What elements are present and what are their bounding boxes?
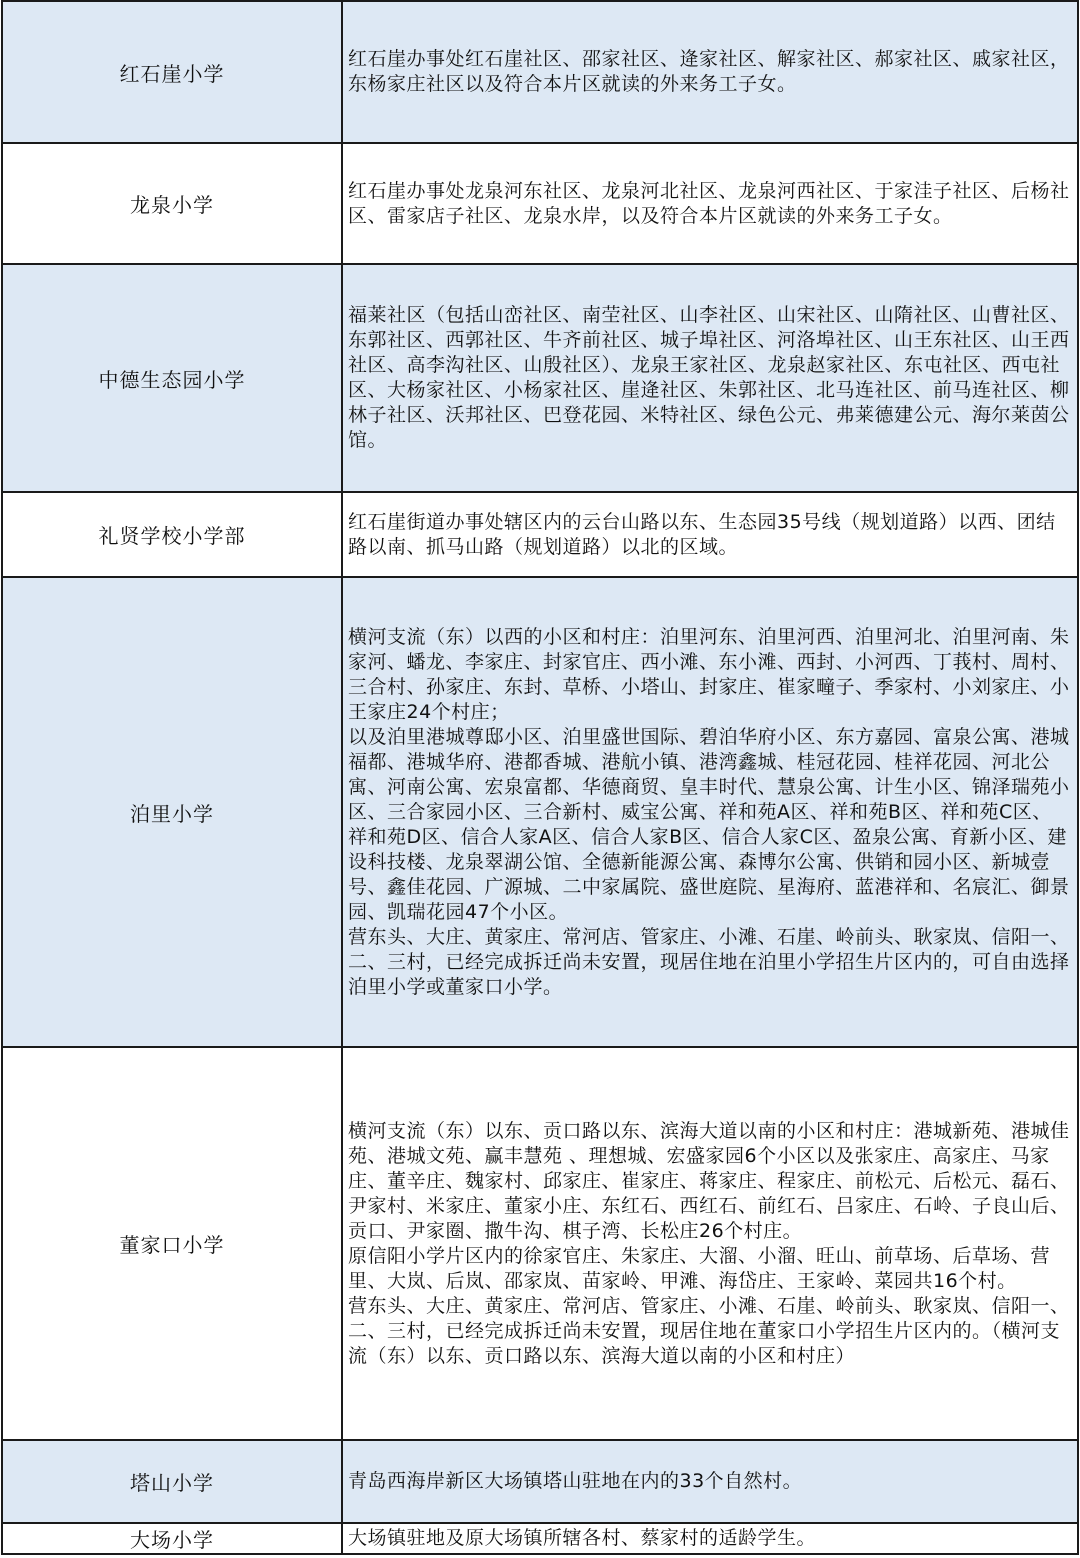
- catchment-area-cell: 横河支流（东）以东、贡口路以东、滨海大道以南的小区和村庄：港城新苑、港城佳苑、港城文苑、赢丰慧苑 、理想城、宏盛家园6个小区以及张家庄、高家庄、马家庄、董辛庄、魏家村、邱家庄、崔家庄、蒋家庄、程家庄、前松元、后松元、磊石、尹家村、米家庄、董家小庄、东红石、西红石、前红石、吕家庄、石岭、子良山后、贡口、尹家圈、撒牛沟、棋子湾、长松庄26个村庄。 原信阳小学片区内的徐家官庄、朱家庄、大溜、小溜、旺山、前草场、后草场、营里、大岚、后岚、邵家岚、苗家岭、甲滩、海岱庄、王家岭、菜园共16个村。 营东头、大庄、黄家庄、常河店、管家庄、小滩、石崖、岭前头、耿家岚、信阳一、二、三村，已经完成拆迁尚未安置，现居住地在董家口小学招生片区内的。（横河支流（东）以东、贡口路以东、滨海大道以南的小区和村庄）: [342, 1047, 1078, 1440]
- table-row: [2, 577, 1078, 1047]
- table-row: [2, 1, 1078, 143]
- table-row: [2, 492, 1078, 577]
- school-name-cell: 泊里小学: [2, 577, 342, 1047]
- catchment-area-cell: 大场镇驻地及原大场镇所辖各村、蔡家村的适龄学生。: [342, 1523, 1078, 1554]
- school-name-cell: 塔山小学: [2, 1440, 342, 1523]
- enrollment-zone-table: [1, 0, 1079, 1555]
- table-row: [2, 264, 1078, 492]
- catchment-area-cell: 红石崖街道办事处辖区内的云台山路以东、生态园35号线（规划道路）以西、团结路以南、抓马山路（规划道路）以北的区域。: [342, 492, 1078, 577]
- catchment-area-cell: 红石崖办事处龙泉河东社区、龙泉河北社区、龙泉河西社区、于家洼子社区、后杨社区、雷家店子社区、龙泉水岸，以及符合本片区就读的外来务工子女。: [342, 143, 1078, 264]
- school-name-cell: 大场小学: [2, 1523, 342, 1554]
- school-name-cell: 龙泉小学: [2, 143, 342, 264]
- catchment-area-cell: 红石崖办事处红石崖社区、邵家社区、逄家社区、解家社区、郝家社区、戚家社区，东杨家庄社区以及符合本片区就读的外来务工子女。: [342, 1, 1078, 143]
- catchment-area-cell: 福莱社区（包括山峦社区、南茔社区、山李社区、山宋社区、山隋社区、山曹社区、东郭社区、西郭社区、牛齐前社区、城子埠社区、河洛埠社区、山王东社区、山王西社区、高李沟社区、山殷社区）、龙泉王家社区、龙泉赵家社区、东屯社区、西屯社区、大杨家社区、小杨家社区、崖逄社区、朱郭社区、北马连社区、前马连社区、柳林子社区、沃邦社区、巴登花园、米特社区、绿色公元、弗莱德建公元、海尔莱茵公馆。: [342, 264, 1078, 492]
- school-name-cell: 董家口小学: [2, 1047, 342, 1440]
- school-name-cell: 红石崖小学: [2, 1, 342, 143]
- school-name-cell: 中德生态园小学: [2, 264, 342, 492]
- catchment-area-cell: 横河支流（东）以西的小区和村庄：泊里河东、泊里河西、泊里河北、泊里河南、朱家河、蟠龙、李家庄、封家官庄、西小滩、东小滩、西封、小河西、丁莪村、周村、三合村、孙家庄、东封、草桥、小塔山、封家庄、崔家疃子、季家村、小刘家庄、小王家庄24个村庄； 以及泊里港城尊邸小区、泊里盛世国际、碧泊华府小区、东方嘉园、富泉公寓、港城福都、港城华府、港都香城、港航小镇、港湾鑫城、桂冠花园、桂祥花园、河北公寓、河南公寓、宏泉富都、华德商贸、皇丰时代、慧泉公寓、计生小区、锦泽瑞苑小区、三合家园小区、三合新村、威宝公寓、祥和苑A区、祥和苑B区、祥和苑C区、祥和苑D区、信合人家A区、信合人家B区、信合人家C区、盈泉公寓、育新小区、建设科技楼、龙泉翠湖公馆、全德新能源公寓、森博尔公寓、供销和园小区、新城壹号、鑫佳花园、广源城、二中家属院、盛世庭院、星海府、蓝港祥和、名宸汇、御景园、凯瑞花园47个小区。 营东头、大庄、黄家庄、常河店、管家庄、小滩、石崖、岭前头、耿家岚、信阳一、二、三村，已经完成拆迁尚未安置，现居住地在泊里小学招生片区内的，可自由选择泊里小学或董家口小学。: [342, 577, 1078, 1047]
- catchment-area-cell: 青岛西海岸新区大场镇塔山驻地在内的33个自然村。: [342, 1440, 1078, 1523]
- table-row: [2, 1440, 1078, 1523]
- table-row: [2, 1047, 1078, 1440]
- table-row: [2, 1523, 1078, 1554]
- table-row: [2, 143, 1078, 264]
- school-name-cell: 礼贤学校小学部: [2, 492, 342, 577]
